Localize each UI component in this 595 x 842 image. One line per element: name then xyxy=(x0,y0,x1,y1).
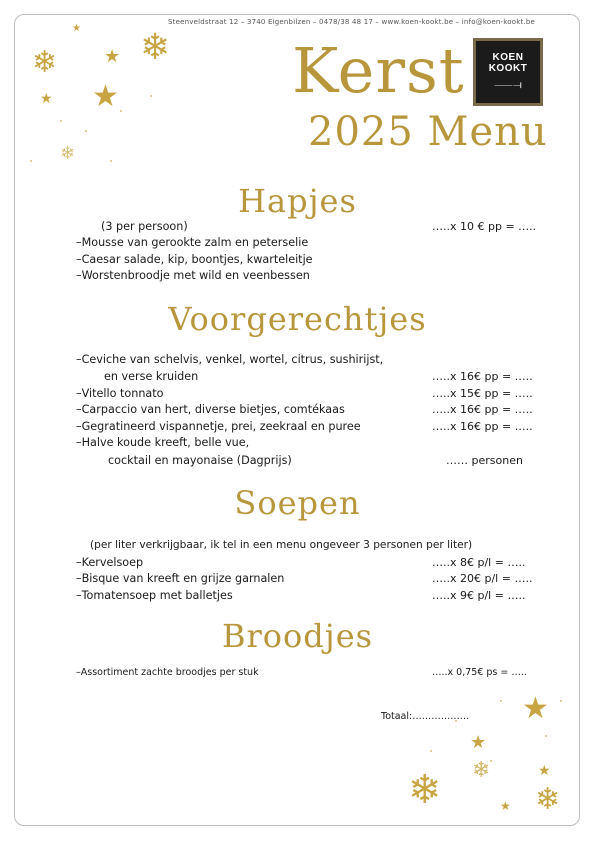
voorgerecht-line: –Carpaccio van hert, diverse bietjes, comtékaas xyxy=(76,403,345,416)
star-icon: ★ xyxy=(538,763,551,779)
title-year-menu: 2025 Menu xyxy=(308,109,548,155)
section-heading-soepen: Soepen xyxy=(234,484,361,522)
voorgerecht-price: …..x 15€ pp = ….. xyxy=(432,387,533,400)
sparkle-dot xyxy=(30,160,32,162)
star-icon: ★ xyxy=(104,46,121,67)
logo-line-2: KOOKT xyxy=(488,62,528,74)
voorgerecht-line: –Ceviche van schelvis, venkel, wortel, citrus, sushirijst, xyxy=(76,353,384,366)
voorgerecht-line: –Halve koude kreeft, belle vue, xyxy=(76,436,250,449)
soep-price: …..x 9€ p/l = ….. xyxy=(432,589,526,602)
fork-knife-icon: ⸺⟞ xyxy=(494,78,522,91)
soep-item: –Tomatensoep met balletjes xyxy=(76,589,233,602)
soep-item: –Kervelsoep xyxy=(76,556,144,569)
section-heading-voorgerechtjes: Voorgerechtjes xyxy=(168,300,427,338)
koen-kookt-logo xyxy=(473,38,543,106)
voorgerecht-price: …… personen xyxy=(446,454,523,467)
soepen-note: (per liter verkrijgbaar, ik tel in een menu ongeveer 3 personen per liter) xyxy=(90,539,473,551)
title-kerst: Kerst xyxy=(292,34,465,107)
hapjes-price: …..x 10 € pp = ….. xyxy=(432,220,537,233)
voorgerecht-price: …..x 16€ pp = ….. xyxy=(432,420,533,433)
section-heading-broodjes: Broodjes xyxy=(221,617,374,655)
section-heading-hapjes: Hapjes xyxy=(238,182,357,220)
broodjes-price: …..x 0,75€ ps = ….. xyxy=(432,667,527,678)
star-icon: ★ xyxy=(92,79,119,114)
sparkle-dot xyxy=(490,760,492,762)
snowflake-icon: ❄ xyxy=(535,782,561,817)
star-icon: ★ xyxy=(522,691,549,726)
voorgerecht-price: …..x 16€ pp = ….. xyxy=(432,403,533,416)
sparkle-dot xyxy=(60,120,62,122)
hapjes-note: (3 per persoon) xyxy=(101,220,188,233)
sparkle-dot xyxy=(560,700,562,702)
broodjes-item: –Assortiment zachte broodjes per stuk xyxy=(76,667,259,678)
voorgerecht-line: –Vitello tonnato xyxy=(76,387,164,400)
hapjes-item: –Caesar salade, kip, boontjes, kwarteleitje xyxy=(76,253,313,266)
snowflake-icon: ❄ xyxy=(140,27,171,68)
sparkle-dot xyxy=(545,735,547,737)
sparkle-dot xyxy=(150,95,152,97)
star-icon: ★ xyxy=(40,91,53,107)
voorgerecht-price: …..x 16€ pp = ….. xyxy=(432,370,533,383)
soep-item: –Bisque van kreeft en grijze garnalen xyxy=(76,572,285,585)
voorgerecht-line: en verse kruiden xyxy=(104,370,199,383)
star-icon: ★ xyxy=(500,799,511,813)
snowflake-icon: ❄ xyxy=(60,143,76,164)
hapjes-item: –Worstenbroodje met wild en veenbessen xyxy=(76,269,310,282)
sparkle-dot xyxy=(500,700,502,702)
snowflake-icon: ❄ xyxy=(408,767,442,813)
logo-line-1: KOEN xyxy=(492,52,524,63)
voorgerecht-line: cocktail en mayonaise (Dagprijs) xyxy=(108,454,292,467)
star-icon: ★ xyxy=(470,732,487,753)
sparkle-dot xyxy=(110,160,112,162)
voorgerecht-line: –Gegratineerd vispannetje, prei, zeekraal en puree xyxy=(76,420,361,433)
star-icon: ★ xyxy=(72,23,81,34)
sparkle-dot xyxy=(430,750,432,752)
soep-price: …..x 8€ p/l = ….. xyxy=(432,556,526,569)
sparkle-dot xyxy=(85,130,87,132)
hapjes-item: –Mousse van gerookte zalm en peterselie xyxy=(76,236,309,249)
soep-price: …..x 20€ p/l = ….. xyxy=(432,572,533,585)
sparkle-dot xyxy=(120,110,122,112)
snowflake-icon: ❄ xyxy=(32,45,58,80)
snowflake-icon: ❄ xyxy=(472,758,491,783)
contact-line: Steenveldstraat 12 – 3740 Eigenbilzen – 0478/38 48 17 – www.koen-kookt.be – info@koen-kookt.be xyxy=(168,18,535,26)
totaal-field: Totaal:……………… xyxy=(381,711,470,722)
